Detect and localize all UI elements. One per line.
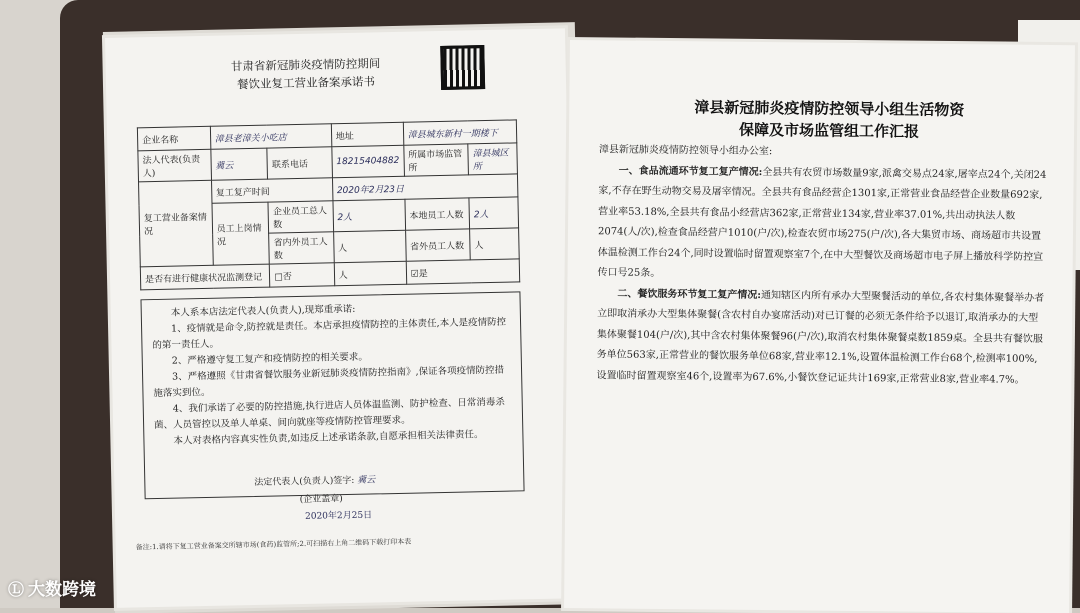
- pledge-form-document: [105, 28, 577, 608]
- form-table: [137, 119, 520, 290]
- table-row: 企业名称 漳县老漳关小吃店 地址 漳县城东新村一期楼下: [137, 120, 516, 151]
- report-section-1: 一、食品流通环节复工复产情况:全县共有农贸市场数量9家,派禽交易点24家,屠宰点24个,关闭24家,不存在野生动物交易及屠宰情况。全县共有食品经营企1301家,正常营业食品经营企业数量692家,营业率53.18%,全县共有食品小经营店362家,正常营业134家,营业率37.01%,共出动执法人数2074(人/次),检查食品经营户1010(户/次),检查农贸市场275(户/次),各大集贸市场、商场超市共设置体温检测工作台24个,同时设置临时留置观察室7个,在中大型餐饮及商场超市电子屏上播放科学防控宣传口号25条。: [597, 165, 1047, 279]
- report-title: 漳县新冠肺炎疫情防控领导小组生活物资 保障及市场监管组工作汇报: [694, 98, 965, 141]
- watermark: Ⓛ 大数跨境: [8, 575, 96, 600]
- table-row: 员工上岗情况 企业员工总人数 2人 本地员工人数 2人: [139, 197, 519, 236]
- report-addressee: 漳县新冠肺炎疫情防控领导小组办公室:: [598, 144, 773, 158]
- table-row: 复工营业备案情况 复工复产时间 2020年2月23日: [139, 174, 518, 205]
- watermark-logo-icon: Ⓛ: [8, 580, 25, 599]
- report-body: [596, 140, 1049, 391]
- pledge-text: 本人系本店法定代表人(负责人),现郑重承诺: 1、疫情就是命令,防控就是责任。本店承担疫情防控的主体责任,本人是疫情防控的第一责任人。 2、严格遵守复工复产和疫情防控的相关要求。 3、严格遵照《甘肃省餐饮服务业新冠肺炎疫情防控指南》,保证各项疫情防控措施落实到位。 4、我们承诺了必要的防控措施,执行进店人员体温监测、防护检查、日常消毒杀菌、人员管控以及单人单桌、间向就座等疫情防控管理要求。 本人对表格内容真实性负责,如违反上述承诺条款,自愿承担相关法律责任。: [140, 291, 524, 499]
- work-report-document: [564, 40, 1075, 613]
- table-row: 省内外员工人数 人 省外员工人数 人: [140, 228, 520, 267]
- form-footnote: 备注:1.请将下复工营业备案交所辖市场(食药)监管所;2.可扫描右上角二维码下载打印本表: [135, 537, 412, 552]
- report-section-2: 二、餐饮服务环节复工复产情况:通知辖区内所有承办大型聚餐活动的单位,各农村集体聚餐举办者立即取消承办大型集体聚餐(含农村自办宴席活动)对已订餐的必须无条件给予以退订,取消承办的大型集体聚餐104(户/次),其中含农村集体聚餐96(户/次),取消农村集体聚餐桌数1859桌。全县共有餐饮服务单位563家,正常营业的餐饮服务单位68家,营业率12.1%,设置体温检测工作台68个,检测率100%,设置临时留置观察室46个,设置率为67.6%,小餐饮登记证共计169家,正常营业8家,营业率4.7%。: [596, 288, 1045, 386]
- table-row: 法人代表(负责人) 冀云 联系电话 18215404882 所属市场监管所 漳县城区所: [138, 143, 518, 182]
- seal-label: (企业盖章): [299, 494, 343, 506]
- form-title: 甘肃省新冠肺炎疫情防控期间 餐饮业复工营业备案承诺书: [230, 56, 381, 92]
- signature-line: 法定代表人(负责人)签字: 冀云: [254, 475, 376, 488]
- form-date: 2020年2月25日: [304, 510, 373, 522]
- qr-code-icon: [440, 45, 485, 90]
- table-row: 是否有进行健康状况监测登记 □否 人 ☑是: [140, 259, 519, 290]
